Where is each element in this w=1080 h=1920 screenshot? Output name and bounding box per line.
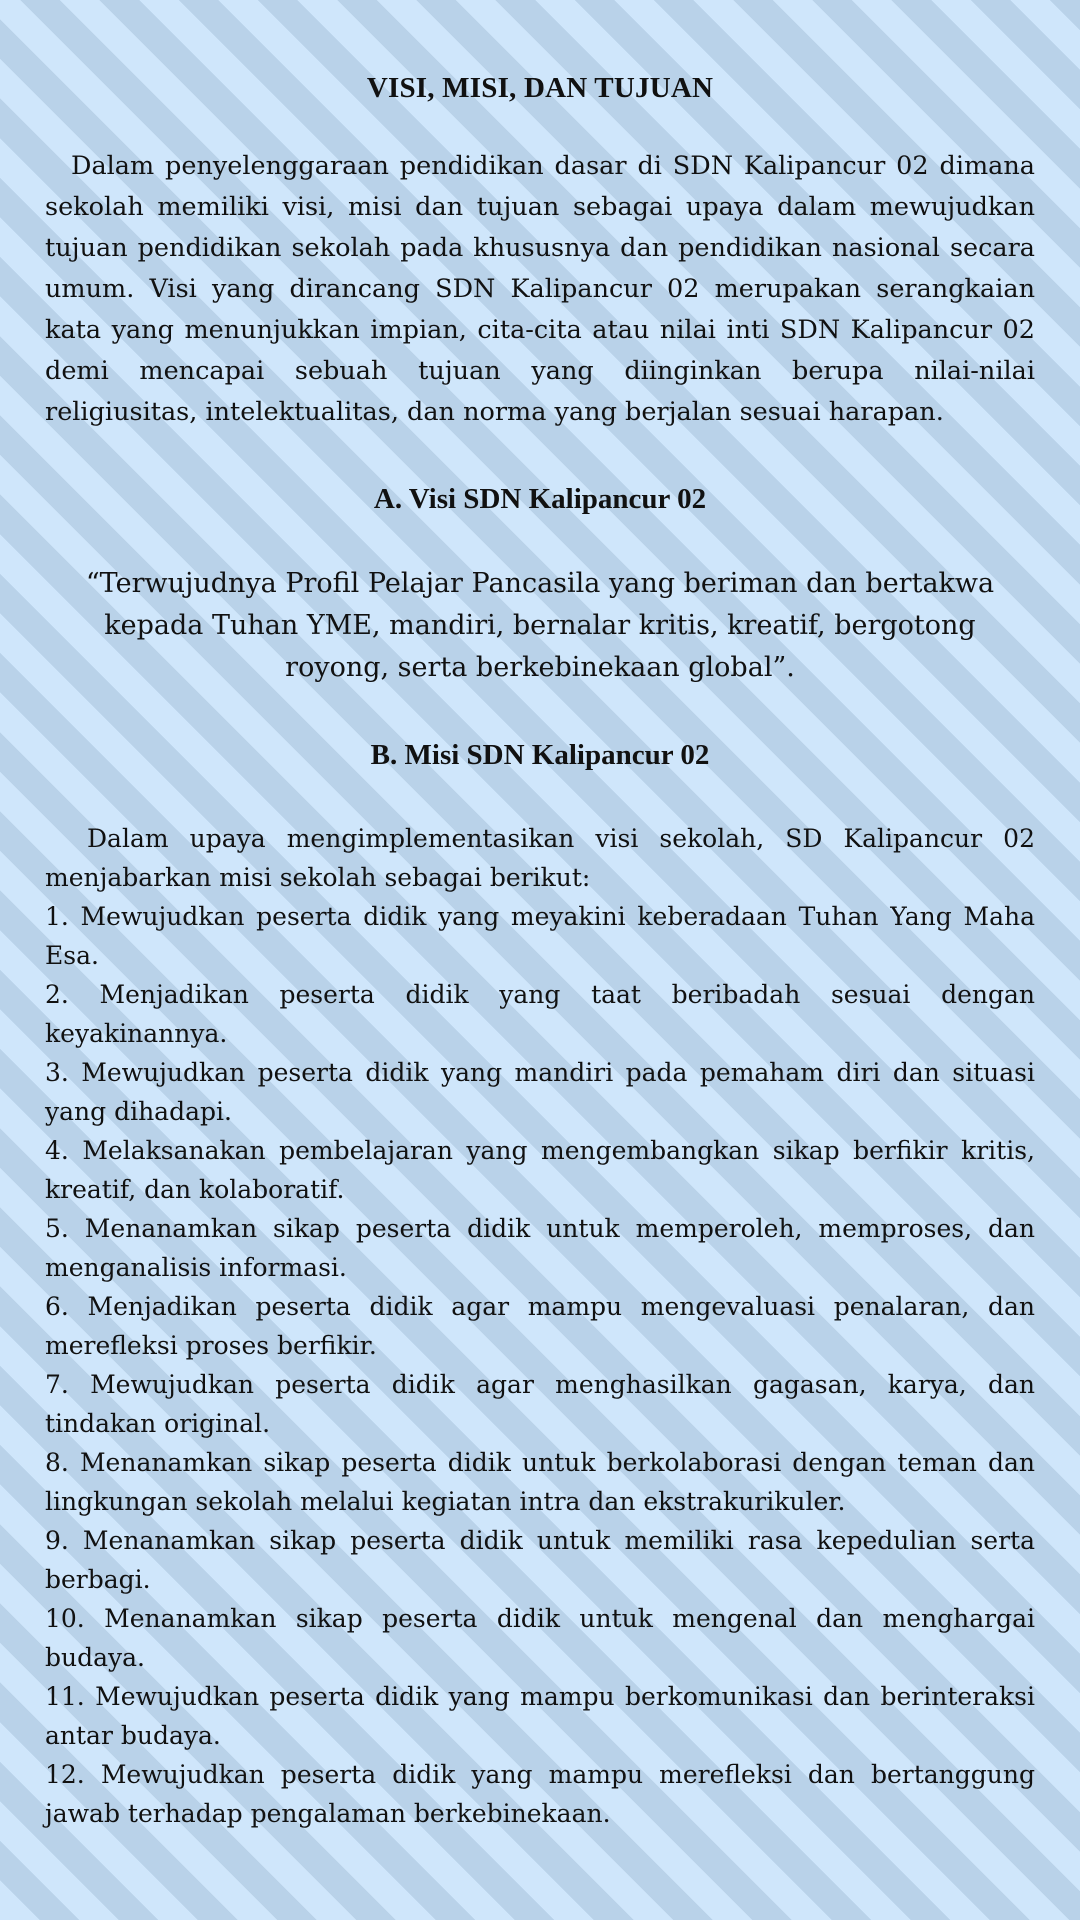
misi-list bbox=[45, 897, 1035, 1833]
misi-item: 8. Menanamkan sikap peserta didik untuk berkolaborasi dengan teman dan lingkungan sekolah melalui kegiatan intra dan ekstrakurikuler. bbox=[45, 1448, 1035, 1516]
misi-intro-paragraph: Dalam upaya mengimplementasikan visi sekolah, SD Kalipancur 02 menjabarkan misi sekolah sebagai berikut: bbox=[45, 824, 1035, 892]
misi-heading: B. Misi SDN Kalipancur 02 bbox=[370, 739, 710, 771]
misi-item: 3. Mewujudkan peserta didik yang mandiri pada pemaham diri dan situasi yang dihadapi. bbox=[45, 1058, 1035, 1126]
misi-item: 7. Mewujudkan peserta didik agar menghasilkan gagasan, karya, dan tindakan original. bbox=[45, 1370, 1035, 1438]
misi-item: 6. Menjadikan peserta didik agar mampu mengevaluasi penalaran, dan merefleksi proses berfikir. bbox=[45, 1292, 1035, 1360]
misi-item: 11. Mewujudkan peserta didik yang mampu berkomunikasi dan berinteraksi antar budaya. bbox=[45, 1682, 1035, 1750]
misi-item: 4. Melaksanakan pembelajaran yang mengembangkan sikap berfikir kritis, kreatif, dan kolaboratif. bbox=[45, 1136, 1035, 1204]
misi-item: 2. Menjadikan peserta didik yang taat beribadah sesuai dengan keyakinannya. bbox=[45, 980, 1035, 1048]
page-title: VISI, MISI, DAN TUJUAN bbox=[366, 72, 714, 104]
intro-paragraph: Dalam penyelenggaraan pendidikan dasar di SDN Kalipancur 02 dimana sekolah memiliki visi, misi dan tujuan sebagai upaya dalam mewujudkan tujuan pendidikan sekolah pada khususnya dan pendidikan nasional secara umum. Visi yang dirancang SDN Kalipancur 02 merupakan serangkaian kata yang menunjukkan impian, cita-cita atau nilai inti SDN Kalipancur 02 demi mencapai sebuah tujuan yang diinginkan berupa nilai-nilai religiusitas, intelektualitas, dan norma yang berjalan sesuai harapan. bbox=[45, 151, 1035, 427]
misi-item: 12. Mewujudkan peserta didik yang mampu merefleksi dan bertanggung jawab terhadap pengalaman berkebinekaan. bbox=[45, 1760, 1035, 1828]
visi-statement: “Terwujudnya Profil Pelajar Pancasila yang beriman dan bertakwa kepada Tuhan YME, mandiri, bernalar kritis, kreatif, bergotong royong, serta berkebinekaan global”. bbox=[85, 568, 995, 683]
misi-item: 10. Menanamkan sikap peserta didik untuk mengenal dan menghargai budaya. bbox=[45, 1604, 1035, 1672]
misi-item: 1. Mewujudkan peserta didik yang meyakini keberadaan Tuhan Yang Maha Esa. bbox=[45, 902, 1035, 970]
misi-item: 5. Menanamkan sikap peserta didik untuk memperoleh, memproses, dan menganalisis informasi. bbox=[45, 1214, 1035, 1282]
visi-heading: A. Visi SDN Kalipancur 02 bbox=[373, 483, 707, 515]
misi-item: 9. Menanamkan sikap peserta didik untuk memiliki rasa kepedulian serta berbagi. bbox=[45, 1526, 1035, 1594]
